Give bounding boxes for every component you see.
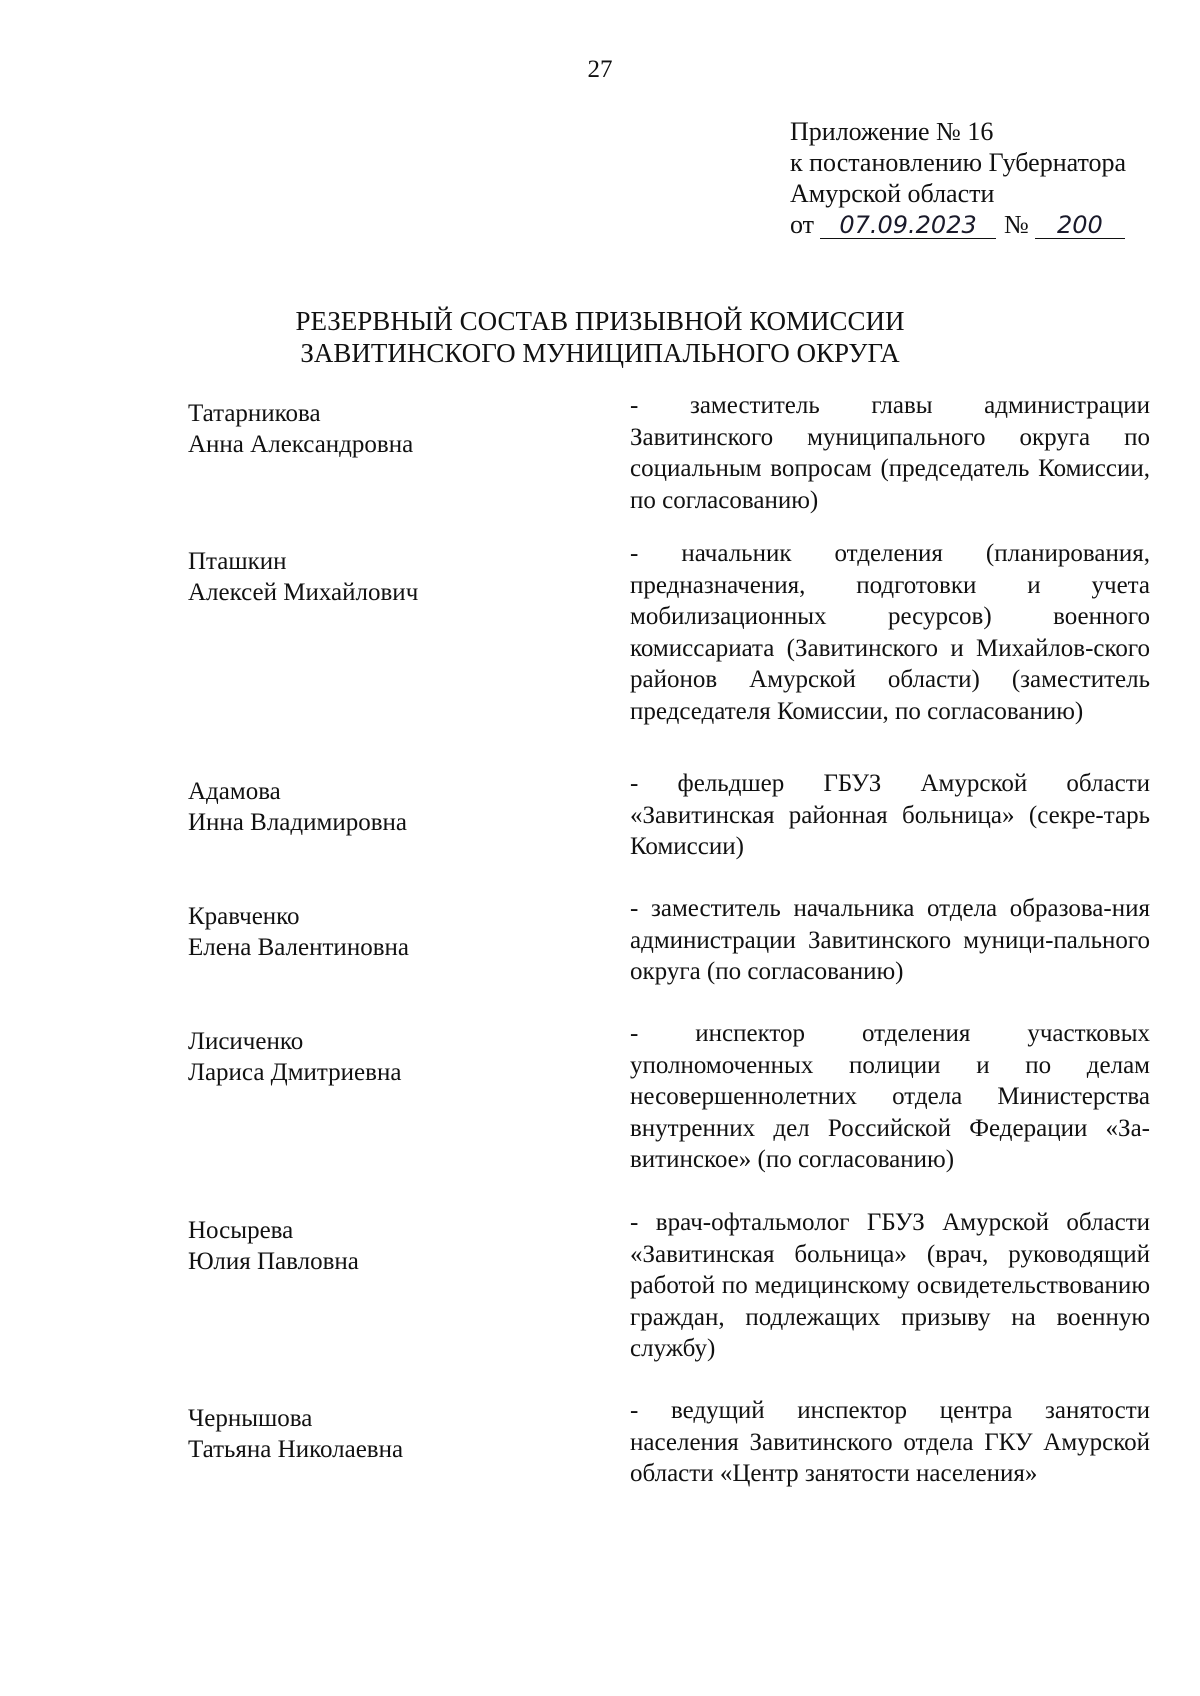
member-surname: Кравченко <box>188 903 300 930</box>
handwritten-number: 200 <box>1035 212 1125 239</box>
member-role: - врач-офтальмолог ГБУЗ Амурской области «Завитинская больница» (врач, руководящий работой по медицинскому освидетельствованию граждан, подлежащих призыву на военную службу) <box>630 1209 1150 1362</box>
member-role: - инспектор отделения участковых уполномоченных полиции и по делам несовершеннолетних отдела Министерства внутренних дел Российской Федерации «За-витинское» (по согласованию) <box>630 1020 1150 1173</box>
member-role: - ведущий инспектор центра занятости населения Завитинского отдела ГКУ Амурской области «Центр занятости населения» <box>630 1397 1150 1487</box>
member-role: - фельдшер ГБУЗ Амурской области «Завитинская районная больница» (секре-тарь Комиссии) <box>630 770 1150 860</box>
appendix-date-line <box>790 209 1170 240</box>
member-name <box>188 546 568 608</box>
member-name <box>188 1403 568 1465</box>
member-surname: Носырева <box>188 1217 294 1244</box>
member-surname: Чернышова <box>188 1405 313 1432</box>
member-given-name: Юлия Павловна <box>188 1248 359 1275</box>
member-given-name: Татьяна Николаевна <box>188 1436 404 1463</box>
from-prefix: от <box>790 210 815 239</box>
page-number: 27 <box>587 56 613 83</box>
document-title <box>0 305 1200 369</box>
member-surname: Татарникова <box>188 400 321 427</box>
member-given-name: Елена Валентиновна <box>188 934 409 961</box>
member-surname: Пташкин <box>188 548 287 575</box>
member-role: - заместитель начальника отдела образова-ния администрации Завитинского муници-пального округа (по согласованию) <box>630 895 1150 985</box>
appendix-title: Приложение № 16 <box>790 117 994 146</box>
member-given-name: Алексей Михайлович <box>188 579 419 606</box>
number-sign: № <box>1004 210 1029 239</box>
handwritten-date: 07.09.2023 <box>820 212 996 239</box>
member-surname: Лисиченко <box>188 1028 304 1055</box>
member-surname: Адамова <box>188 778 281 805</box>
member-given-name: Анна Александровна <box>188 431 414 458</box>
member-name <box>188 1026 568 1088</box>
member-name <box>188 1215 568 1277</box>
member-name <box>188 398 568 460</box>
member-given-name: Лариса Дмитриевна <box>188 1059 402 1086</box>
member-role: - заместитель главы администрации Завитинского муниципального округа по социальным вопросам (председатель Комиссии, по согласованию) <box>630 392 1150 514</box>
member-given-name: Инна Владимировна <box>188 809 407 836</box>
title-line-2: ЗАВИТИНСКОГО МУНИЦИПАЛЬНОГО ОКРУГА <box>300 338 900 368</box>
title-line-1: РЕЗЕРВНЫЙ СОСТАВ ПРИЗЫВНОЙ КОМИССИИ <box>295 306 905 336</box>
member-name <box>188 776 568 838</box>
appendix-reference: к постановлению Губернатора <box>790 148 1127 177</box>
appendix-region: Амурской области <box>790 179 995 208</box>
member-name <box>188 901 568 963</box>
member-role: - начальник отделения (планирования, предназначения, подготовки и учета мобилизационных ресурсов) военного комиссариата (Завитинского и Михайлов-ского районов Амурской области) (заместитель председателя Комиссии, по согласованию) <box>630 540 1150 725</box>
appendix-header <box>790 116 1170 240</box>
